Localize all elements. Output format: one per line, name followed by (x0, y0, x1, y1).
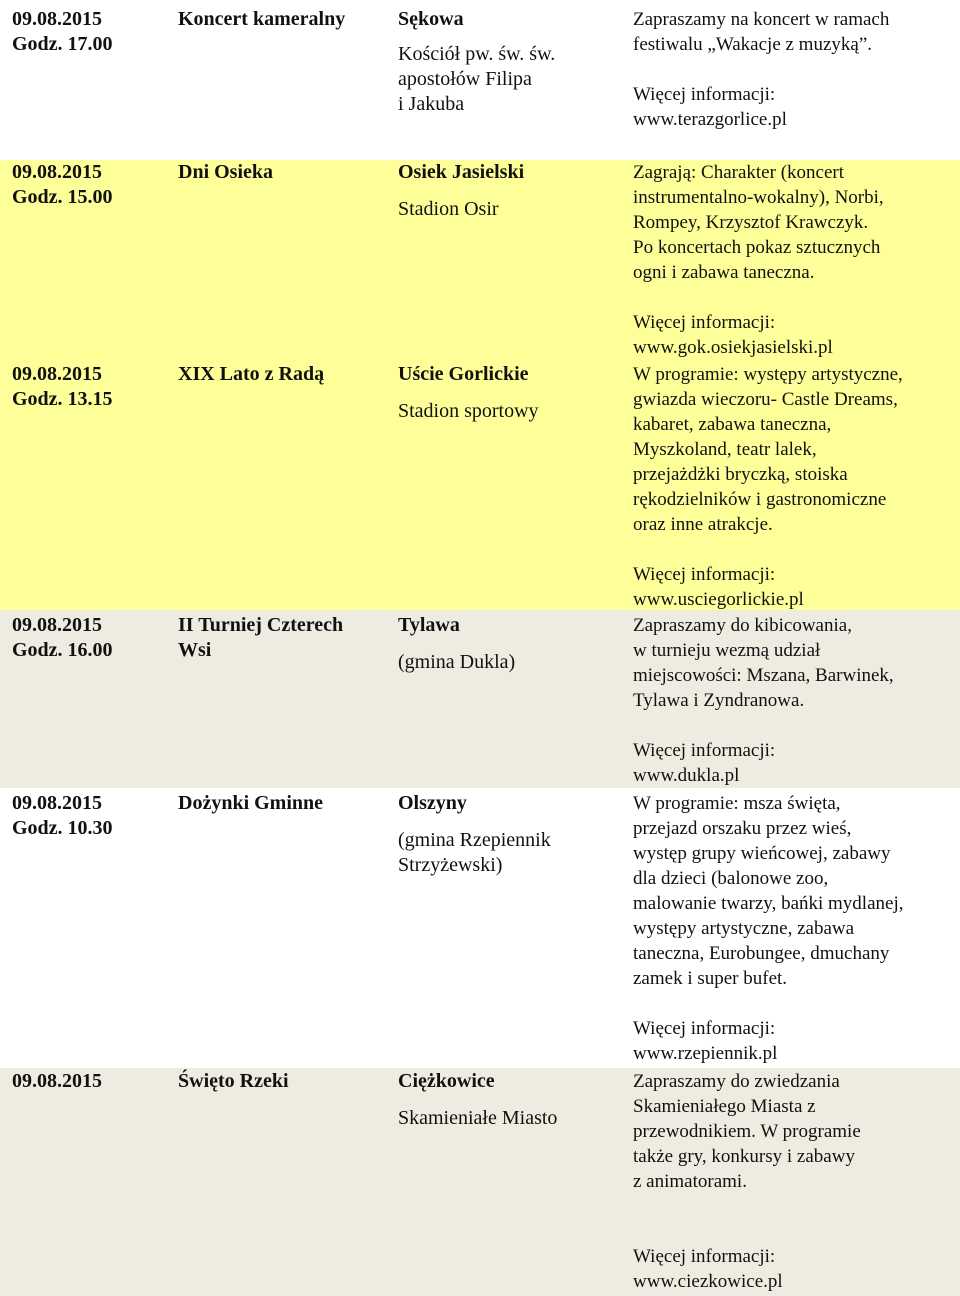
event-venue (398, 197, 628, 222)
desc-line: festiwalu „Wakacje z muzyką”. (633, 34, 873, 55)
desc-line: dla dzieci (balonowe zoo, (633, 868, 829, 889)
event-row-dni-osieka (0, 160, 960, 360)
more-info-link[interactable]: www.usciegorlickie.pl (633, 589, 804, 610)
venue-line: i Jakuba (398, 93, 465, 115)
desc-line: W programie: msza święta, (633, 793, 841, 814)
event-date: 09.08.2015 (12, 161, 102, 183)
event-description (633, 613, 953, 788)
desc-line: Po koncertach pokaz sztucznych (633, 237, 881, 258)
more-info-label: Więcej informacji: (633, 312, 776, 333)
event-place-name: Sękowa (398, 8, 464, 30)
more-info-label: Więcej informacji: (633, 740, 776, 761)
venue-line: Skamieniałe Miasto (398, 1107, 558, 1129)
venue-line: Stadion sportowy (398, 400, 539, 422)
event-place-name: Osiek Jasielski (398, 161, 525, 183)
desc-line: miejscowości: Mszana, Barwinek, (633, 665, 894, 686)
desc-line: występy artystyczne, zabawa (633, 918, 855, 939)
desc-line: przewodnikiem. W programie (633, 1121, 861, 1142)
event-date: 09.08.2015 (12, 614, 102, 636)
event-row-lato-z-rada (0, 360, 960, 610)
event-name: XIX Lato z Radą (178, 363, 325, 385)
more-info-label: Więcej informacji: (633, 1018, 776, 1039)
event-time: Godz. 17.00 (12, 33, 113, 55)
desc-line: oraz inne atrakcje. (633, 514, 773, 535)
event-name: Dni Osieka (178, 161, 274, 183)
desc-line: Zapraszamy do kibicowania, (633, 615, 852, 636)
event-description (633, 7, 953, 132)
event-time: Godz. 16.00 (12, 639, 113, 661)
desc-line: Zapraszamy na koncert w ramach (633, 9, 890, 30)
desc-line: Zagrają: Charakter (koncert (633, 162, 844, 183)
event-date: 09.08.2015 (12, 792, 102, 814)
event-place-name: Tylawa (398, 614, 460, 636)
venue-line: Stadion Osir (398, 198, 499, 220)
desc-line: instrumentalno-wokalny), Norbi, (633, 187, 884, 208)
event-description (633, 791, 953, 1066)
venue-line: (gmina Dukla) (398, 651, 516, 673)
event-venue (398, 399, 628, 424)
more-info-label: Więcej informacji: (633, 564, 776, 585)
desc-line: malowanie twarzy, bańki mydlanej, (633, 893, 904, 914)
event-name-line: II Turniej Czterech (178, 614, 344, 636)
more-info-link[interactable]: www.ciezkowice.pl (633, 1271, 783, 1292)
desc-line: Skamieniałego Miasta z (633, 1096, 816, 1117)
desc-line: zamek i super bufet. (633, 968, 788, 989)
event-date: 09.08.2015 (12, 363, 102, 385)
event-row-swieto-rzeki (0, 1068, 960, 1296)
desc-line: występ grupy wieńcowej, zabawy (633, 843, 891, 864)
desc-line: także gry, konkursy i zabawy (633, 1146, 855, 1167)
event-place (398, 791, 628, 878)
event-description (633, 362, 953, 612)
event-time: Godz. 10.30 (12, 817, 113, 839)
more-info-link[interactable]: www.gok.osiekjasielski.pl (633, 337, 833, 358)
desc-line: rękodzielników i gastronomiczne (633, 489, 887, 510)
event-description (633, 1069, 953, 1294)
desc-line: Tylawa i Zyndranowa. (633, 690, 805, 711)
desc-line: Zapraszamy do zwiedzania (633, 1071, 840, 1092)
event-name-line: Wsi (178, 639, 212, 661)
desc-line: ogni i zabawa taneczna. (633, 262, 815, 283)
event-row-koncert-kameralny (0, 0, 960, 160)
event-date-time (12, 7, 172, 57)
event-time: Godz. 15.00 (12, 186, 113, 208)
event-venue (398, 42, 628, 117)
desc-line: gwiazda wieczoru- Castle Dreams, (633, 389, 898, 410)
event-venue (398, 1106, 628, 1131)
event-date-time (12, 613, 172, 663)
more-info-link[interactable]: www.terazgorlice.pl (633, 109, 787, 130)
event-date-time (12, 791, 172, 841)
more-info-link[interactable]: www.dukla.pl (633, 765, 740, 786)
event-place-name: Uście Gorlickie (398, 363, 529, 385)
event-date-time (12, 160, 172, 210)
event-time: Godz. 13.15 (12, 388, 113, 410)
event-place-name: Ciężkowice (398, 1070, 495, 1092)
event-place (398, 1069, 628, 1131)
event-date-time (12, 362, 172, 412)
event-place-name: Olszyny (398, 792, 467, 814)
event-venue (398, 828, 628, 878)
desc-line: z animatorami. (633, 1171, 747, 1192)
event-name (178, 613, 393, 663)
desc-line: kabaret, zabawa taneczna, (633, 414, 832, 435)
venue-line: (gmina Rzepiennik (398, 829, 551, 851)
event-name: Dożynki Gminne (178, 792, 324, 814)
event-description (633, 160, 953, 360)
desc-line: przejażdżki bryczką, stoiska (633, 464, 848, 485)
venue-line: Strzyżewski) (398, 854, 503, 876)
more-info-label: Więcej informacji: (633, 84, 776, 105)
desc-line: w turnieju wezmą udział (633, 640, 821, 661)
event-name: Koncert kameralny (178, 8, 346, 30)
event-row-dozynki-gminne (0, 788, 960, 1068)
desc-line: W programie: występy artystyczne, (633, 364, 903, 385)
event-date-time (12, 1069, 172, 1094)
event-place (398, 362, 628, 424)
venue-line: apostołów Filipa (398, 68, 532, 90)
event-date: 09.08.2015 (12, 8, 102, 30)
event-date: 09.08.2015 (12, 1070, 102, 1092)
event-row-turniej-czterech-wsi (0, 610, 960, 788)
event-place (398, 613, 628, 675)
more-info-label: Więcej informacji: (633, 1246, 776, 1267)
desc-line: Rompey, Krzysztof Krawczyk. (633, 212, 869, 233)
event-venue (398, 650, 628, 675)
desc-line: taneczna, Eurobungee, dmuchany (633, 943, 890, 964)
venue-line: Kościół pw. św. św. (398, 43, 556, 65)
more-info-link[interactable]: www.rzepiennik.pl (633, 1043, 778, 1064)
event-place (398, 160, 628, 222)
desc-line: przejazd orszaku przez wieś, (633, 818, 852, 839)
desc-line: Myszkoland, teatr lalek, (633, 439, 817, 460)
event-name: Święto Rzeki (178, 1070, 289, 1092)
event-place (398, 7, 628, 117)
